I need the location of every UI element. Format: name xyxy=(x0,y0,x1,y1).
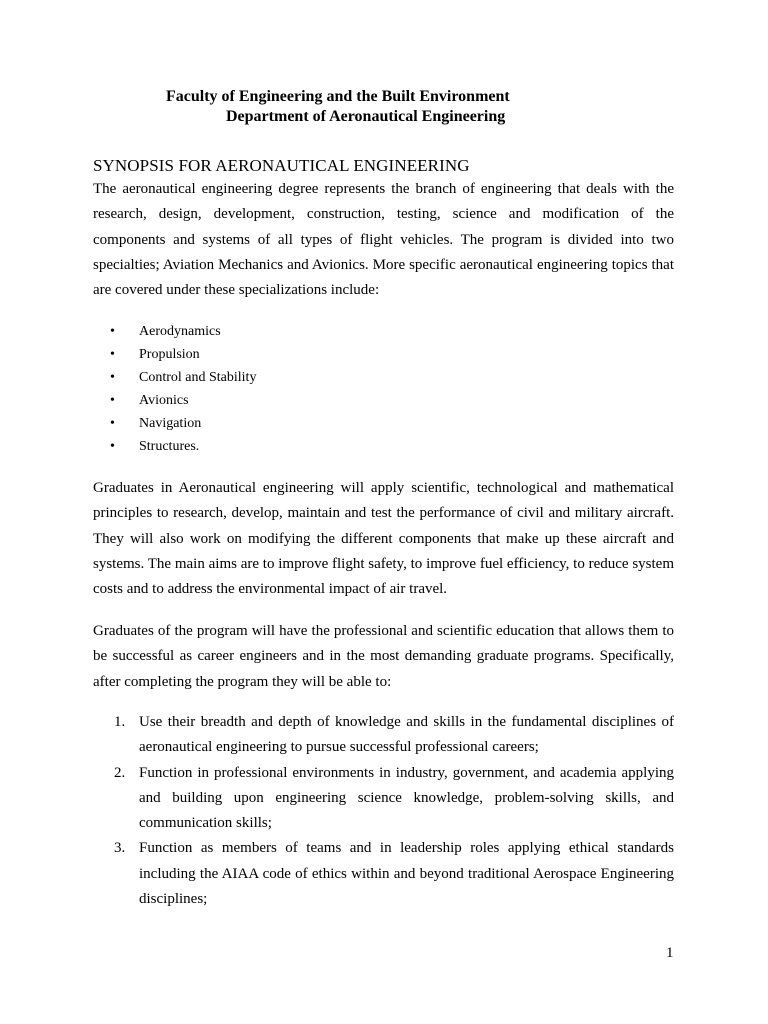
intro-paragraph: The aeronautical engineering degree represents the branch of engineering that deals with the research, design, development, construction, testing, science and modification of the components and systems of all types of flight vehicles. The program is divided into two specialties; Aviation Mechanics and Avionics. More specific aeronautical engineering topics that are covered under these specializations include: xyxy=(93,181,674,299)
list-item xyxy=(110,389,256,412)
topic-label: Control and Stability xyxy=(139,370,257,385)
outcome-text: Function in professional environments in industry, government, and academia applying and building upon engineering science knowledge, problem-solving skills, and communication skills; xyxy=(139,764,674,832)
synopsis-title: SYNOPSIS FOR AERONAUTICAL ENGINEERING xyxy=(93,156,470,175)
outcome-text: Use their breadth and depth of knowledge and skills in the fundamental disciplines of aeronautical engineering to pursue successful professional careers; xyxy=(139,714,674,756)
page-number: 1 xyxy=(666,945,674,961)
bullet-icon: • xyxy=(110,416,115,431)
list-item xyxy=(110,435,256,458)
list-item xyxy=(110,412,256,435)
list-item xyxy=(110,366,256,389)
topic-label: Propulsion xyxy=(139,347,200,362)
topic-label: Aerodynamics xyxy=(139,324,221,339)
bullet-icon: • xyxy=(110,393,115,408)
list-item xyxy=(110,710,674,761)
item-number: 2. xyxy=(114,764,126,781)
list-item xyxy=(110,343,256,366)
bullet-icon: • xyxy=(110,347,115,362)
topic-label: Navigation xyxy=(139,416,202,431)
faculty-heading: Faculty of Engineering and the Built Environment xyxy=(166,88,510,105)
topics-list xyxy=(110,320,256,458)
graduates-paragraph-1: Graduates in Aeronautical engineering will apply scientific, technological and mathematical principles to research, develop, maintain and test the performance of civil and military aircraft. They will also work on modifying the different components that make up these aircraft and systems. The main aims are to improve flight safety, to improve fuel efficiency, to reduce system costs and to address the environmental impact of air travel. xyxy=(93,480,674,598)
outcomes-list xyxy=(110,710,674,912)
list-item xyxy=(110,320,256,343)
bullet-icon: • xyxy=(110,439,115,454)
bullet-icon: • xyxy=(110,324,115,339)
department-heading: Department of Aeronautical Engineering xyxy=(226,108,506,125)
topic-label: Structures. xyxy=(139,439,200,454)
outcome-text: Function as members of teams and in leadership roles applying ethical standards including the AIAA code of ethics within and beyond traditional Aerospace Engineering disciplines; xyxy=(139,840,674,908)
item-number: 1. xyxy=(114,714,126,730)
list-item xyxy=(110,836,674,912)
bullet-icon: • xyxy=(110,370,115,385)
list-item xyxy=(110,761,674,837)
topic-label: Avionics xyxy=(139,393,189,408)
graduates-paragraph-2: Graduates of the program will have the professional and scientific education that allows them to be successful as career engineers and in the most demanding graduate programs. Specifically, after completing the program they will be able to: xyxy=(93,623,674,690)
item-number: 3. xyxy=(114,840,126,857)
